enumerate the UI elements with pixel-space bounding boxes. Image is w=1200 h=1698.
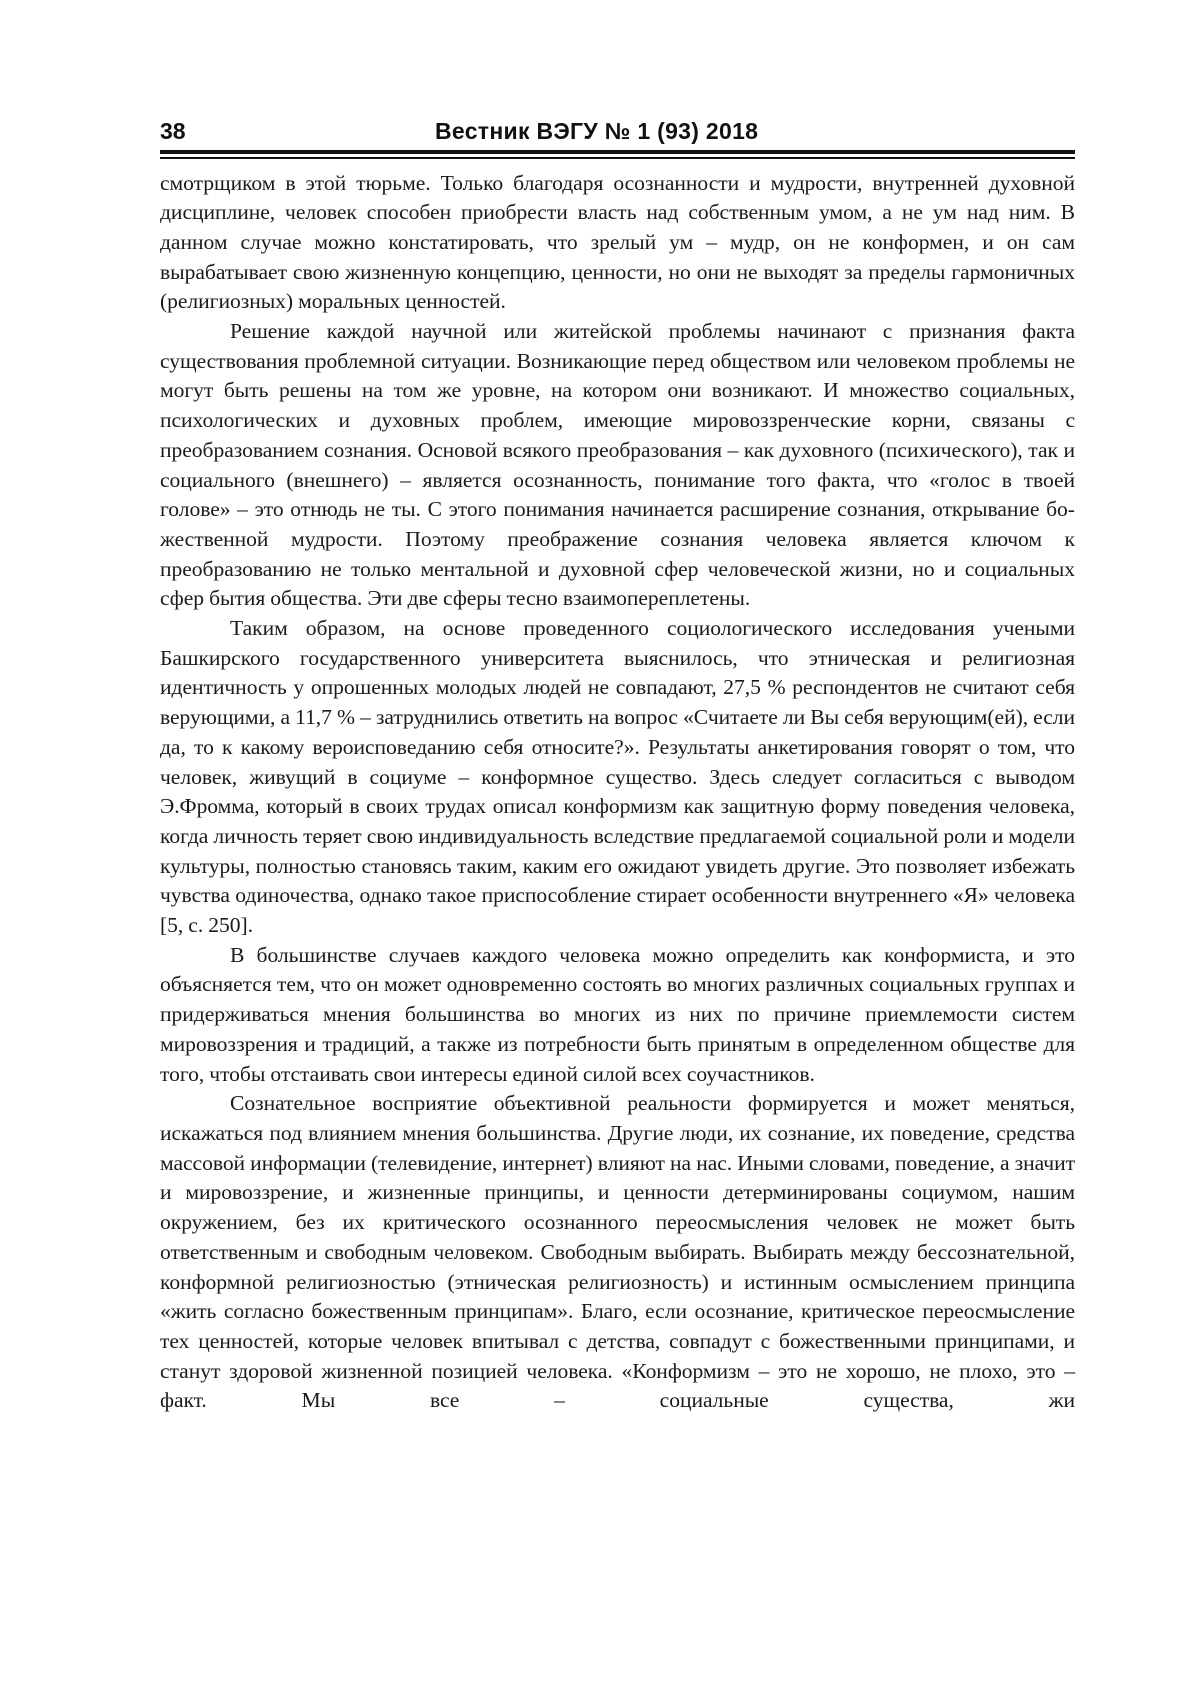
header-rule-thin — [160, 157, 1075, 159]
journal-title: Вестник ВЭГУ № 1 (93) 2018 — [435, 118, 759, 144]
journal-page — [160, 110, 1075, 1416]
paragraph-continued: смотрщиком в этой тюрьме. Только благодаря осознанности и мудрости, внутренней духовной дисциплине, человек способен приобрести власть над собственным умом, а не ум над ним. В данном случае можно констатировать, что зрелый ум – мудр, он не конформен, и он сам вырабатывает свою жизненную концепцию, ценности, но они не выходят за пределы гармоничных (религиозных) моральных ценностей. — [160, 170, 1075, 314]
article-body — [160, 169, 1075, 1417]
page-number: 38 — [160, 118, 186, 144]
paragraph-perception: Сознательное восприятие объективной реальности формируется и может меняться, искажаться под влиянием мнения большинства. Другие люди, их сознание, их поведение, средства массовой информации (телевидение, интернет) влияют на нас. Иными словами, поведение, а значит и мировоззрение, и жизненные принципы, и ценности детерминированы социумом, нашим окружением, без их критического осознанного переосмысления человек не может быть ответственным и свободным человеком. Свободным выбирать. Выбирать между бессознательной, конформной религиозностью (этническая религиозность) и истинным осмыслением принципа «жить согласно божественным принципам». Благо, если осознание, критическое переосмысление тех ценностей, которые человек впитывал с детства, совпадут с божественными принципами, и станут здоровой жизненной позицией человека. «Конформизм – это не хорошо, не плохо, это – факт. Мы все – социальные существа, жи — [160, 1091, 1075, 1413]
paragraph-conformist: В большинстве случаев каждого человека можно определить как конформиста, и это объясняется тем, что он может одновременно состоять во многих различных социальных группах и придерживаться мнения большинства во многих из них по причине приемлемости систем мировоззрения и традиций, а также из потребности быть принятым в определенном обществе для того, чтобы отстаивать свои интересы единой силой всех соучастников. — [160, 942, 1075, 1086]
running-header — [160, 110, 1075, 150]
header-rule-thick — [160, 150, 1075, 154]
paragraph-survey-results: Таким образом, на основе проведенного социологического исследования учеными Башкирского государственного университета выяснилось, что этническая и религиозная идентичность у опрошенных молодых людей не совпадают, 27,5 % респондентов не считают себя верующими, а 11,7 % – затруднились ответить на вопрос «Считаете ли Вы себя верующим(ей), если да, то к какому вероисповеданию себя относите?». Результаты анкетирования говорят о том, что человек, живущий в социуме – конформное существо. Здесь следует согласиться с выводом Э.Фромма, который в своих трудах описал конформизм как защитную форму поведения человека, когда личность теряет свою индивидуальность вследствие предлагаемой социальной роли и модели культуры, полностью становясь таким, каким его ожидают увидеть другие. Это позволяет избежать чувства одиночества, однако такое приспособление стирает особенности внутреннего «Я» человека [5, с. 250]. — [160, 616, 1075, 938]
paragraph-problem-solving: Решение каждой научной или житейской проблемы начинают с признания факта существования проблемной ситуации. Возникающие перед обществом или человеком проблемы не могут быть решены на том же уровне, на котором они возникают. И множество социальных, психологических и духовных проблем, имеющие мировоззренческие корни, связаны с преобразованием сознания. Основой всякого преобразования – как духовного (психического), так и социального (внешнего) – является осознанность, понимание того факта, что «голос в твоей голове» – это отнюдь не ты. С этого понимания начинается расширение сознания, открывание божественной мудрости. Поэтому преображение сознания человека является ключом к преобразованию не только ментальной и духовной сфер человеческой жизни, но и социальных сфер бытия общества. Эти две сферы тесно взаимопереплетены. — [160, 319, 1075, 611]
